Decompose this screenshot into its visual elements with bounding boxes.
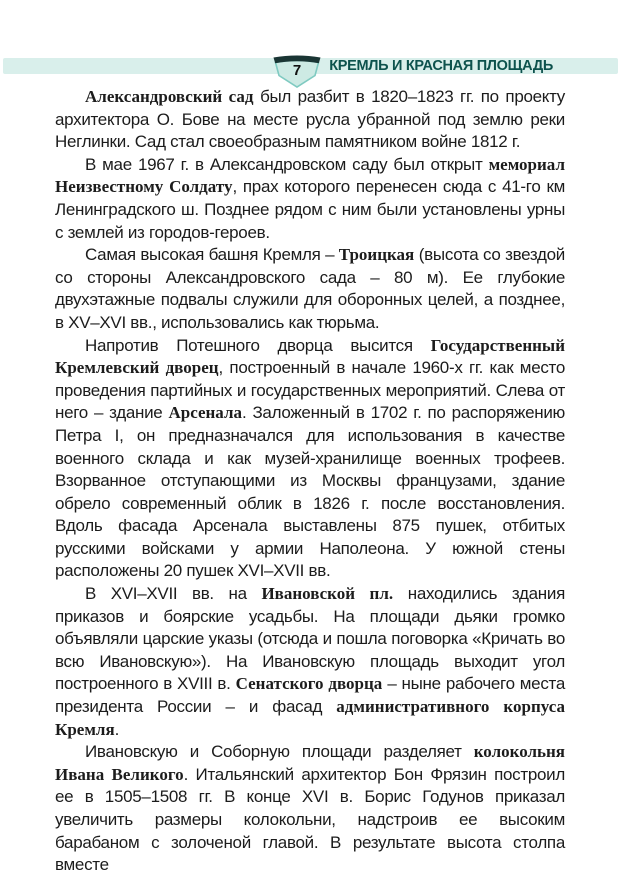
- bold-term: Арсенала: [168, 403, 242, 423]
- article-body: [55, 86, 565, 877]
- bold-term: Александровский сад: [85, 87, 254, 106]
- text-run: был разбит в 1820–1823 гг. по проекту архитектора О. Бове на месте русла убранной под землю реки Неглинки. Сад стал своеобразным памятником войне 1812 г.: [55, 87, 565, 152]
- text-run: находились здания приказов и боярские усадьбы. На площади дьяки громко объявляли царские указы (отсюда и пошла поговорка «Кричать во всю Ивановскую»). На Ивановскую площадь выходит угол построенного в XVIII в.: [55, 584, 565, 694]
- text-run: Напротив Потешного дворца высится: [85, 335, 431, 355]
- bold-term: мемориал Неизвестному Солдату: [55, 154, 565, 197]
- text-run: Самая высокая башня Кремля –: [85, 245, 339, 265]
- running-head-title: КРЕМЛЬ И КРАСНАЯ ПЛОЩАДЬ: [329, 58, 553, 74]
- text-run: – ныне рабочего места президента России – и фасад: [55, 674, 565, 717]
- text-run: , прах которого перенесен сюда с 41-го км Ленинградского ш. Позднее рядом с ним были установлены урны с землей из городов-героев.: [55, 177, 565, 242]
- paragraph: [55, 583, 565, 741]
- page-number: 7: [292, 62, 302, 79]
- text-run: Ивановскую и Соборную площади разделяет: [85, 742, 474, 762]
- paragraph: [55, 86, 565, 154]
- text-run: В мае 1967 г. в Александровском саду был открыт: [85, 154, 489, 174]
- paragraph: [55, 244, 565, 334]
- text-run: , построенный в начале 1960-х гг. как место проведения партийных и государственных мероприятий. Слева от него – здание: [55, 358, 565, 423]
- text-run: В XVI–XVII вв. на: [85, 584, 262, 604]
- bold-term: Государственный Кремлевский дворец: [55, 335, 565, 378]
- text-run: (высота со звездой со стороны Александровского сада – 80 м). Ее глубокие двухэтажные подвалы служили для оборонных целей, а позднее, в XV–XVI вв., использовались как тюрьма.: [55, 245, 565, 332]
- bold-term: Сенатского дворца: [235, 674, 383, 694]
- bold-term: Ивановской пл.: [261, 584, 394, 604]
- bold-term: колокольня Ивана Великого: [55, 742, 565, 784]
- bold-term: административного корпуса Кремля: [55, 697, 565, 739]
- page-number-badge: [272, 54, 322, 88]
- text-run: . Заложенный в 1702 г. по распоряжению Петра I, он предназначался для использования в качестве военного склада и как музей-хранилище военных трофеев. Взорванное отступающими из Москвы французами, здание обрело современный облик в 1826 г. после восстановления. Вдоль фасада Арсенала выставлены 875 пушек, отбитых русскими войсками у армии Наполеона. У южной стены расположены 20 пушек XVI–XVII вв.: [55, 403, 566, 581]
- paragraph: [55, 335, 565, 584]
- paragraph: [55, 741, 565, 877]
- text-run: .: [114, 719, 120, 739]
- text-run: . Итальянский архитектор Бон Фрязин построил ее в 1505–1508 гг. В конце XVI в. Борис Годунов приказал увеличить размеры колокольни, надстроив ее высоким барабаном с золоченой главой. В результате высота столпа вместе: [55, 764, 565, 875]
- paragraph: [55, 154, 565, 244]
- bold-term: Троицкая: [338, 245, 415, 265]
